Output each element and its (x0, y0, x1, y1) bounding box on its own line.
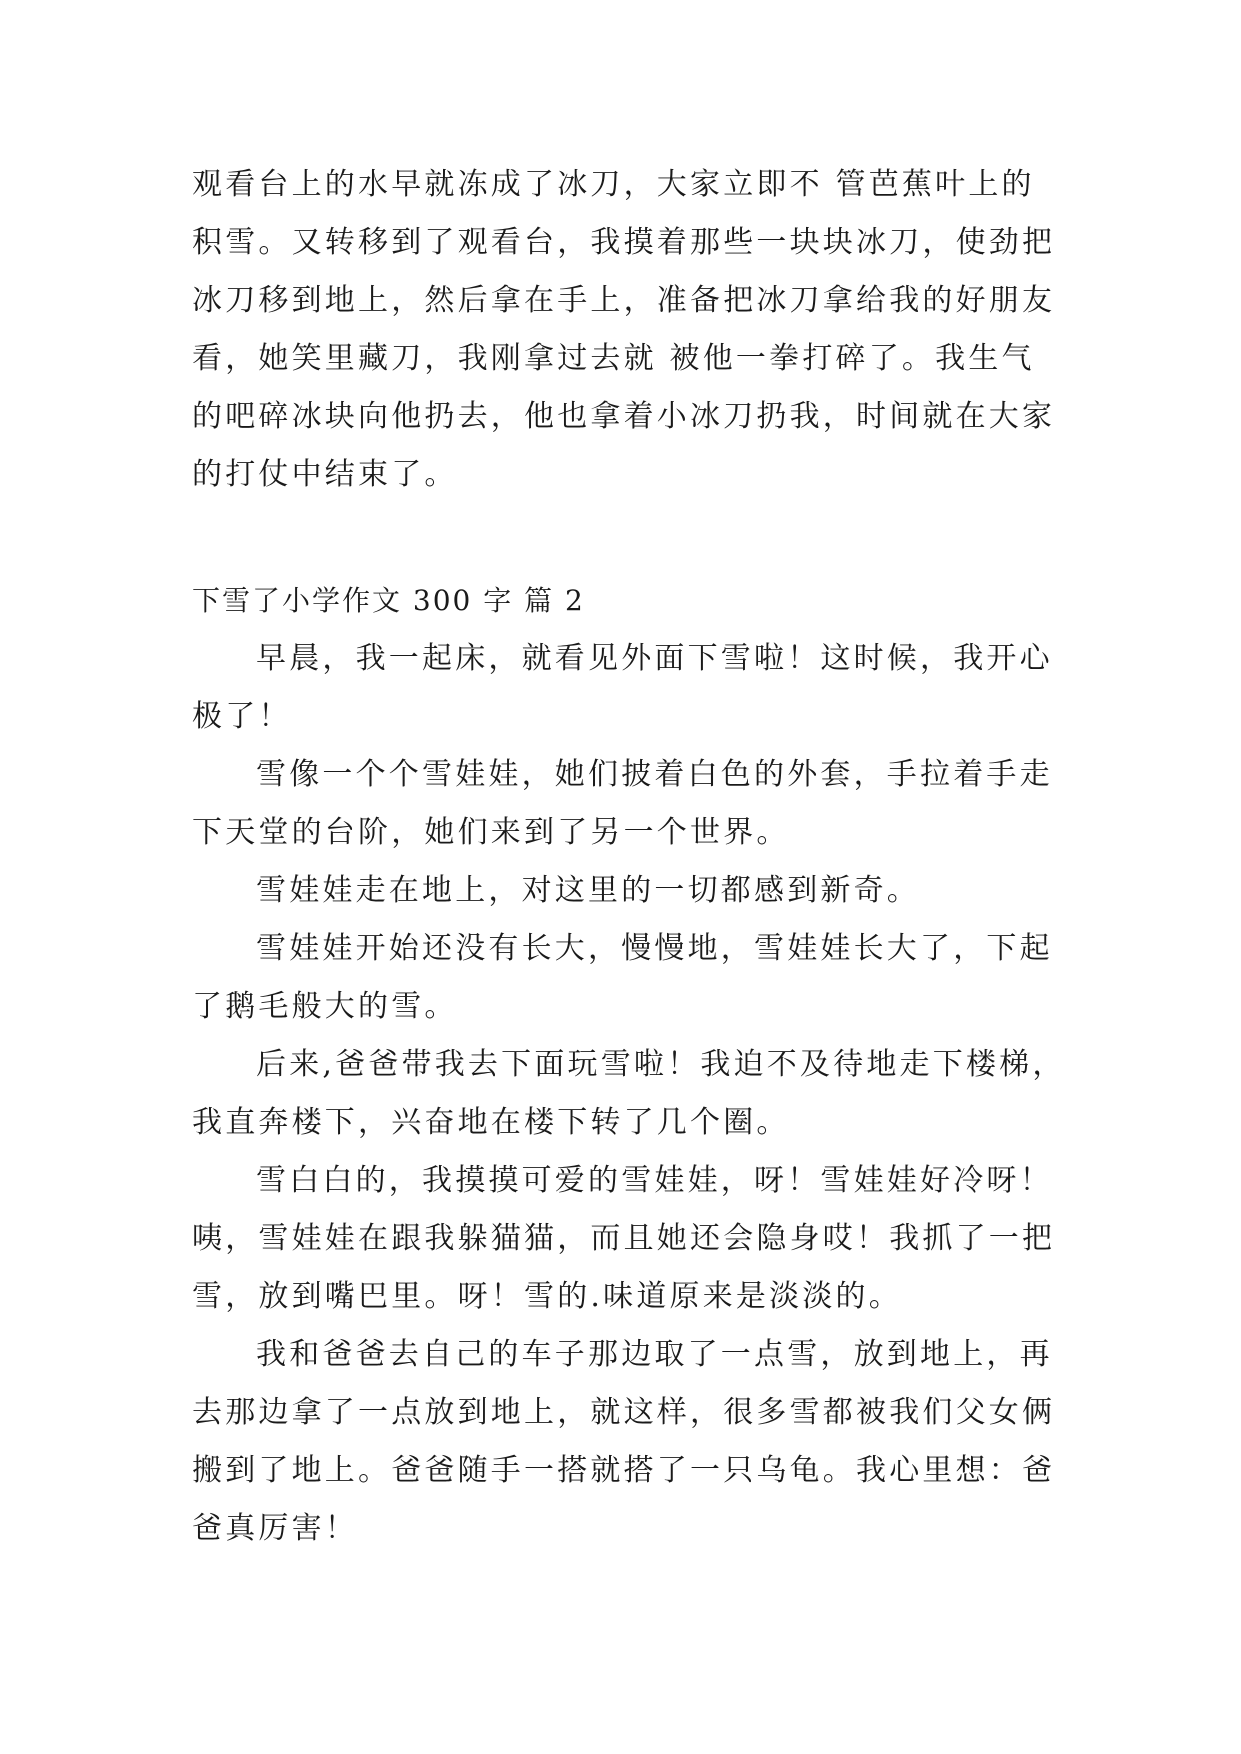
text-line: 搬到了地上。爸爸随手一搭就搭了一只乌龟。我心里想：爸 (192, 1453, 1056, 1488)
text-line: 极了！ (192, 699, 292, 734)
text-line: 雪，放到嘴巴里。呀！雪的.味道原来是淡淡的。 (192, 1279, 902, 1314)
text-line: 的吧碎冰块向他扔去，他也拿着小冰刀扔我，时间就在大家 (192, 399, 1056, 434)
text-line: 了鹅毛般大的雪。 (192, 989, 458, 1024)
text-line: 早晨，我一起床，就看见外面下雪啦！这时候，我开心 (256, 641, 1053, 676)
paragraph (192, 862, 1052, 920)
previous-section-text (192, 156, 1056, 504)
paragraph (192, 1152, 1056, 1326)
paragraph (192, 1036, 1066, 1152)
text-line: 去那边拿了一点放到地上，就这样，很多雪都被我们父女俩 (192, 1395, 1056, 1430)
text-line: 我直奔楼下，兴奋地在楼下转了几个圈。 (192, 1105, 790, 1140)
article-title: 下雪了小学作文 300 字 篇 2 (192, 584, 585, 617)
text-line: 后来,爸爸带我去下面玩雪啦！我迫不及待地走下楼梯， (256, 1047, 1066, 1082)
paragraph (192, 1326, 1056, 1558)
text-line: 雪娃娃开始还没有长大，慢慢地，雪娃娃长大了，下起 (256, 931, 1053, 966)
paragraph (192, 630, 1052, 746)
text-line: 的打仗中结束了。 (192, 457, 458, 492)
text-line: 雪白白的，我摸摸可爱的雪娃娃，呀！雪娃娃好冷呀！ (256, 1163, 1053, 1198)
text-line: 看，她笑里藏刀，我刚拿过去就 被他一拳打碎了。我生气 (192, 341, 1035, 376)
text-line: 咦，雪娃娃在跟我躲猫猫，而且她还会隐身哎！我抓了一把 (192, 1221, 1056, 1256)
paragraph (192, 746, 1052, 862)
text-line: 观看台上的水早就冻成了冰刀，大家立即不 管芭蕉叶上的 (192, 167, 1035, 202)
article-title-block (192, 572, 1052, 630)
text-line: 爸真厉害！ (192, 1511, 358, 1546)
text-line: 下天堂的台阶，她们来到了另一个世界。 (192, 815, 790, 850)
paragraph (192, 920, 1052, 1036)
text-line: 积雪。又转移到了观看台，我摸着那些一块块冰刀，使劲把 (192, 225, 1056, 260)
text-line: 我和爸爸去自己的车子那边取了一点雪，放到地上，再 (256, 1337, 1053, 1372)
text-line: 冰刀移到地上，然后拿在手上，准备把冰刀拿给我的好朋友 (192, 283, 1056, 318)
text-line: 雪娃娃走在地上，对这里的一切都感到新奇。 (256, 873, 920, 908)
article-body (192, 630, 1066, 1558)
text-line: 雪像一个个雪娃娃，她们披着白色的外套，手拉着手走 (256, 757, 1053, 792)
